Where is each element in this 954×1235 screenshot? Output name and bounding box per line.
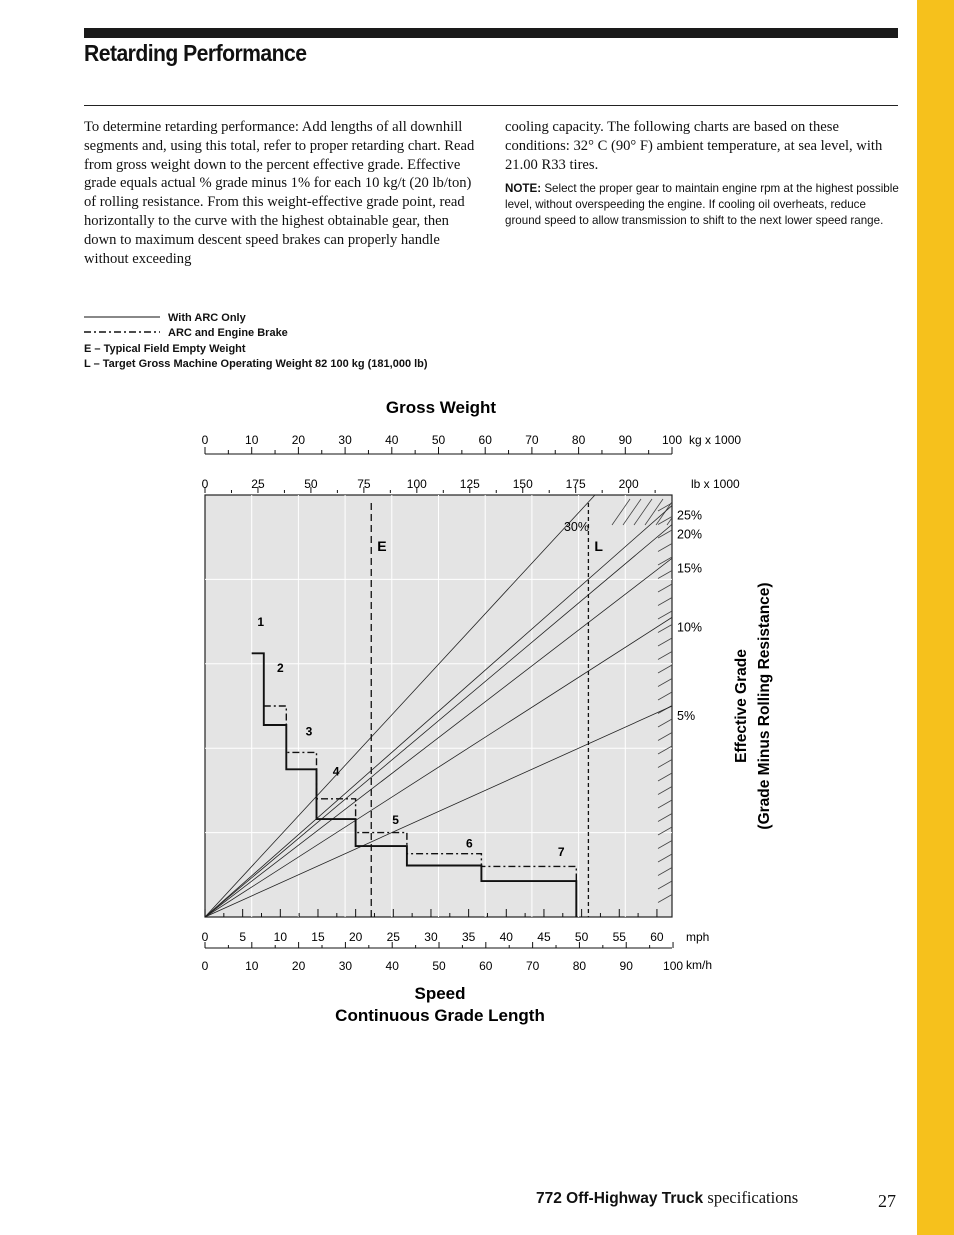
lb-tick-label: 100 — [406, 477, 427, 491]
gear-label-3: 3 — [305, 724, 313, 739]
mph-tick-label: 40 — [499, 930, 513, 944]
kmh-tick-label: 40 — [385, 959, 399, 973]
kg-tick-label: 20 — [291, 433, 306, 447]
kg-tick-label: 30 — [338, 433, 352, 447]
grade-label-20: 20% — [677, 527, 703, 542]
legend-empty-weight: E – Typical Field Empty Weight — [84, 343, 246, 355]
kmh-tick-label: 30 — [338, 959, 353, 973]
mph-tick-label: 15 — [311, 930, 325, 944]
kg-tick-label: 10 — [245, 433, 259, 447]
footer-title — [536, 1188, 798, 1208]
y-axis-label-line1: Effective Grade — [733, 649, 750, 763]
lb-tick-label: 200 — [618, 477, 639, 491]
mph-tick-label: 60 — [650, 930, 664, 944]
kmh-tick-label: 100 — [663, 959, 684, 973]
note-text: Select the proper gear to maintain engine rpm at the highest possible level, without overspeeding the engine. If cooling oil overheats, reduce ground speed to allow transmission to shift to the next lower speed range. — [505, 182, 899, 228]
footer-regular: specifications — [707, 1188, 799, 1207]
x-axis-label-grade-length: Continuous Grade Length — [335, 1006, 545, 1025]
footer-bold: 772 Off-Highway Truck — [536, 1190, 704, 1207]
kmh-tick-label: 60 — [479, 959, 493, 973]
lb-tick-label: 150 — [512, 477, 533, 491]
kmh-tick-label: 50 — [432, 959, 446, 973]
legend-arc-engine-label: ARC and Engine Brake — [168, 327, 288, 339]
lb-tick-label: 50 — [304, 477, 318, 491]
gear-label-5: 5 — [392, 813, 399, 828]
gear-label-7: 7 — [557, 844, 565, 859]
lb-axis-unit: lb x 1000 — [691, 477, 740, 491]
grade-label-5: 5% — [677, 709, 696, 723]
mph-tick-label: 30 — [424, 930, 438, 944]
gear-label-6: 6 — [466, 836, 473, 851]
gear-label-1: 1 — [257, 614, 265, 629]
lb-tick-label: 25 — [251, 477, 265, 491]
kmh-tick-label: 90 — [619, 959, 633, 973]
kmh-tick-label: 20 — [291, 959, 306, 973]
intro-paragraph-left: To determine retarding performance: Add lengths of all downhill segments and, using this total, refer to proper retarding chart. Read from gross weight down to the percent effective grade. Effective grade equals actual % grade minus 1% for each 10 kg/t (20 lb/ton) of rolling resistance. From this weight-effective grade point, read horizontally to the curve with the highest obtainable gear, then down to maximum descent speed brakes can properly handle without exceeding — [84, 119, 475, 267]
kg-tick-label: 0 — [201, 433, 209, 447]
kg-tick-label: 40 — [385, 433, 399, 447]
lb-tick-label: 0 — [201, 477, 209, 491]
mph-tick-label: 50 — [574, 930, 589, 944]
lb-tick-label: 125 — [459, 477, 480, 491]
grade-label-30: 30% — [563, 520, 589, 534]
kmh-tick-label: 0 — [201, 959, 209, 973]
page-title: Retarding Performance — [84, 40, 307, 66]
mph-tick-label: 45 — [537, 930, 551, 944]
kmh-axis-unit: km/h — [686, 958, 713, 972]
grade-label-25: 25% — [677, 508, 703, 523]
lb-tick-label: 175 — [565, 477, 586, 491]
intro-paragraph-right: cooling capacity. The following charts are based on these conditions: 32° C (90° F) ambient temperature, at sea level, with 21.00 R33 tires. — [505, 119, 883, 173]
legend-arc-only-label: With ARC Only — [168, 312, 246, 324]
grade-label-10: 10% — [677, 620, 703, 635]
kg-tick-label: 80 — [571, 433, 586, 447]
kmh-tick-label: 70 — [525, 959, 540, 973]
x-axis-label-speed: Speed — [414, 984, 466, 1003]
kg-tick-label: 70 — [525, 433, 539, 447]
y-axis-label-line2: (Grade Minus Rolling Resistance) — [756, 582, 773, 830]
marker-label-L: L — [594, 538, 603, 554]
kg-tick-label: 90 — [618, 433, 632, 447]
kg-tick-label: 100 — [661, 433, 683, 447]
kmh-tick-label: 10 — [245, 959, 259, 973]
page-number: 27 — [878, 1191, 896, 1211]
marker-label-E: E — [377, 538, 387, 554]
kmh-tick-label: 80 — [572, 959, 587, 973]
kg-tick-label: 60 — [478, 433, 492, 447]
mph-tick-label: 10 — [273, 930, 288, 944]
kg-axis-unit: kg x 1000 — [689, 433, 742, 447]
chart-title: Gross Weight — [385, 398, 497, 417]
mph-tick-label: 55 — [612, 930, 626, 944]
mph-tick-label: 0 — [201, 930, 209, 944]
gear-label-2: 2 — [276, 661, 284, 676]
gear-label-4: 4 — [332, 764, 340, 779]
mph-tick-label: 5 — [239, 930, 247, 944]
mph-tick-label: 35 — [461, 930, 476, 944]
legend-gross-weight: L – Target Gross Machine Operating Weight 82 100 kg (181,000 lb) — [84, 358, 428, 370]
note-label: NOTE: — [505, 182, 542, 195]
lb-tick-label: 75 — [357, 477, 371, 491]
kg-tick-label: 50 — [431, 433, 446, 447]
grade-label-15: 15% — [677, 561, 703, 576]
mph-tick-label: 20 — [348, 930, 363, 944]
mph-tick-label: 25 — [386, 930, 400, 944]
mph-axis-unit: mph — [686, 930, 710, 944]
